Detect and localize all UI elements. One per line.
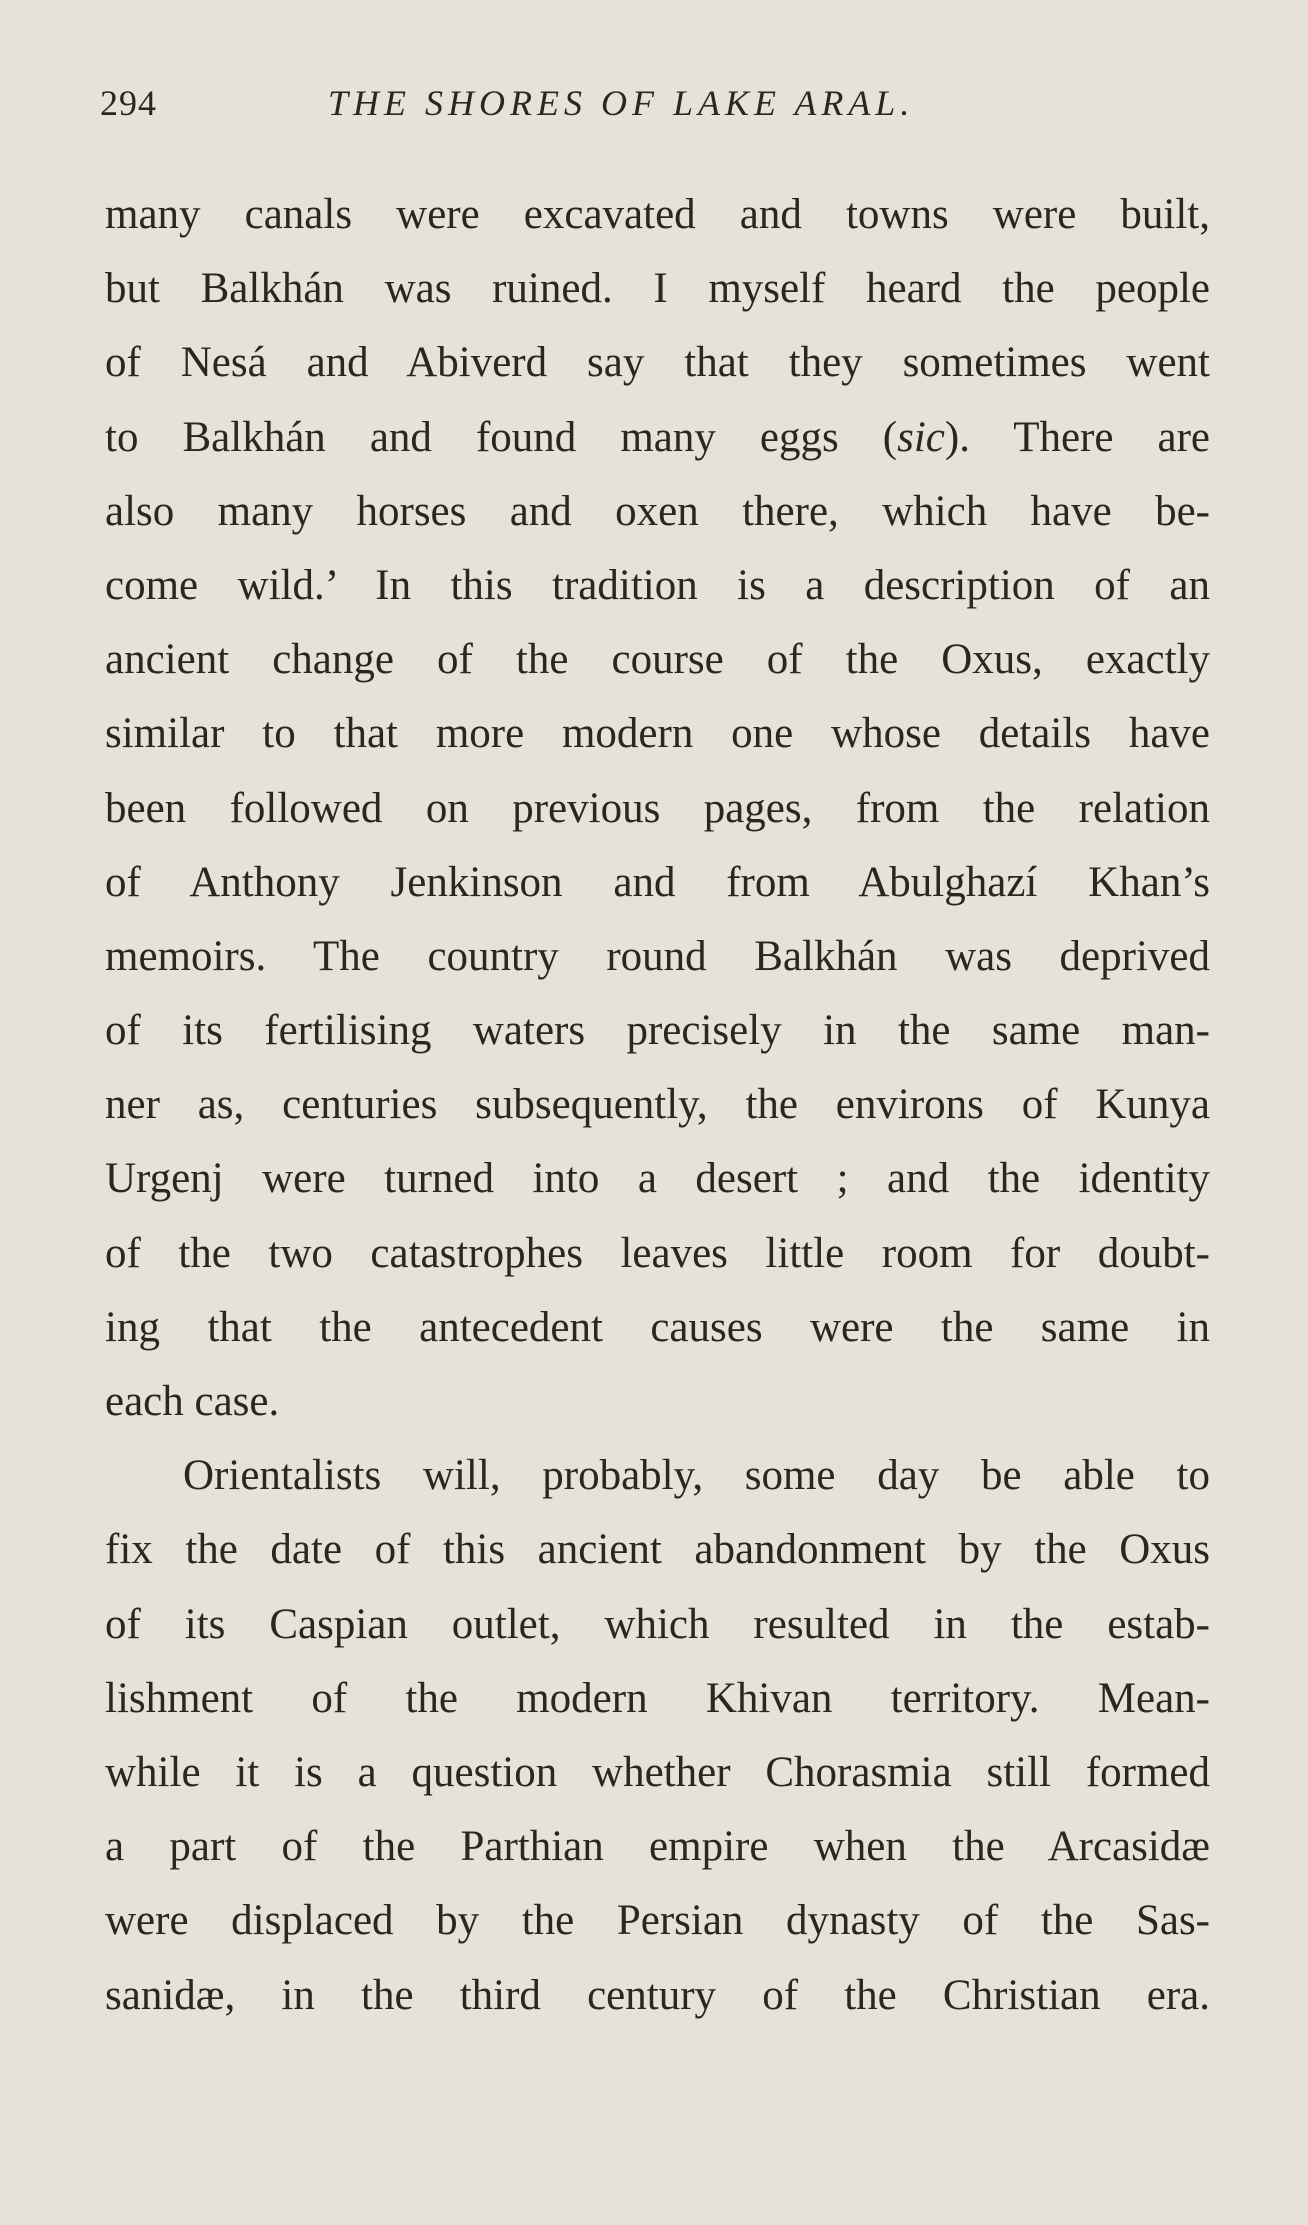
text-segment: to Balkhán and found many eggs bbox=[105, 413, 839, 461]
text-line: were displaced by the Persian dynasty of the Sas- bbox=[105, 1897, 1210, 1945]
text-line: of its fertilising waters precisely in the same man- bbox=[105, 1007, 1210, 1055]
text-line: been followed on previous pages, from the relation bbox=[105, 784, 1210, 832]
text-line: each case. bbox=[105, 1378, 280, 1425]
paragraph bbox=[105, 1439, 1210, 2033]
text-line: a part of the Parthian empire when the Arcasidæ bbox=[105, 1823, 1210, 1871]
page-number: 294 bbox=[100, 83, 157, 123]
text-line: fix the date of this ancient abandonment by the Oxus bbox=[105, 1526, 1210, 1574]
text-line: sanidæ, in the third century of the Christian era. bbox=[105, 1971, 1210, 2019]
text-line: also many horses and oxen there, which have be- bbox=[105, 487, 1210, 535]
text-line: ing that the antecedent causes were the same in bbox=[105, 1303, 1210, 1351]
text-line: similar to that more modern one whose details have bbox=[105, 710, 1210, 758]
text-line: lishment of the modern Khivan territory. Mean- bbox=[105, 1674, 1210, 1722]
text-line: ner as, centuries subsequently, the environs of Kunya bbox=[105, 1081, 1210, 1129]
text-line: come wild.’ In this tradition is a description of an bbox=[105, 561, 1210, 609]
text-line: of Anthony Jenkinson and from Abulghazí Khan’s bbox=[105, 858, 1210, 906]
text-line: ancient change of the course of the Oxus, exactly bbox=[105, 636, 1210, 684]
sic-italic: sic bbox=[897, 413, 945, 461]
text-segment: ). There are bbox=[944, 413, 1210, 461]
text-line: memoirs. The country round Balkhán was deprived bbox=[105, 932, 1210, 980]
text-line bbox=[105, 401, 1210, 475]
running-head bbox=[100, 82, 1212, 132]
running-title: THE SHORES OF LAKE ARAL. bbox=[328, 83, 915, 123]
text-line: but Balkhán was ruined. I myself heard the people bbox=[105, 265, 1210, 313]
body-text bbox=[105, 178, 1210, 2033]
text-line: Orientalists will, probably, some day be able to bbox=[183, 1452, 1210, 1500]
text-line: of Nesá and Abiverd say that they sometimes went bbox=[105, 339, 1210, 387]
text-line: many canals were excavated and towns were built, bbox=[105, 191, 1210, 238]
text-line: Urgenj were turned into a desert ; and the identity bbox=[105, 1155, 1210, 1203]
paragraph bbox=[105, 178, 1210, 1439]
text-line: of the two catastrophes leaves little room for doubt- bbox=[105, 1229, 1210, 1277]
text-line: of its Caspian outlet, which resulted in the estab- bbox=[105, 1600, 1210, 1648]
text-segment: ( bbox=[882, 413, 898, 461]
text-line: while it is a question whether Chorasmia still formed bbox=[105, 1748, 1210, 1796]
